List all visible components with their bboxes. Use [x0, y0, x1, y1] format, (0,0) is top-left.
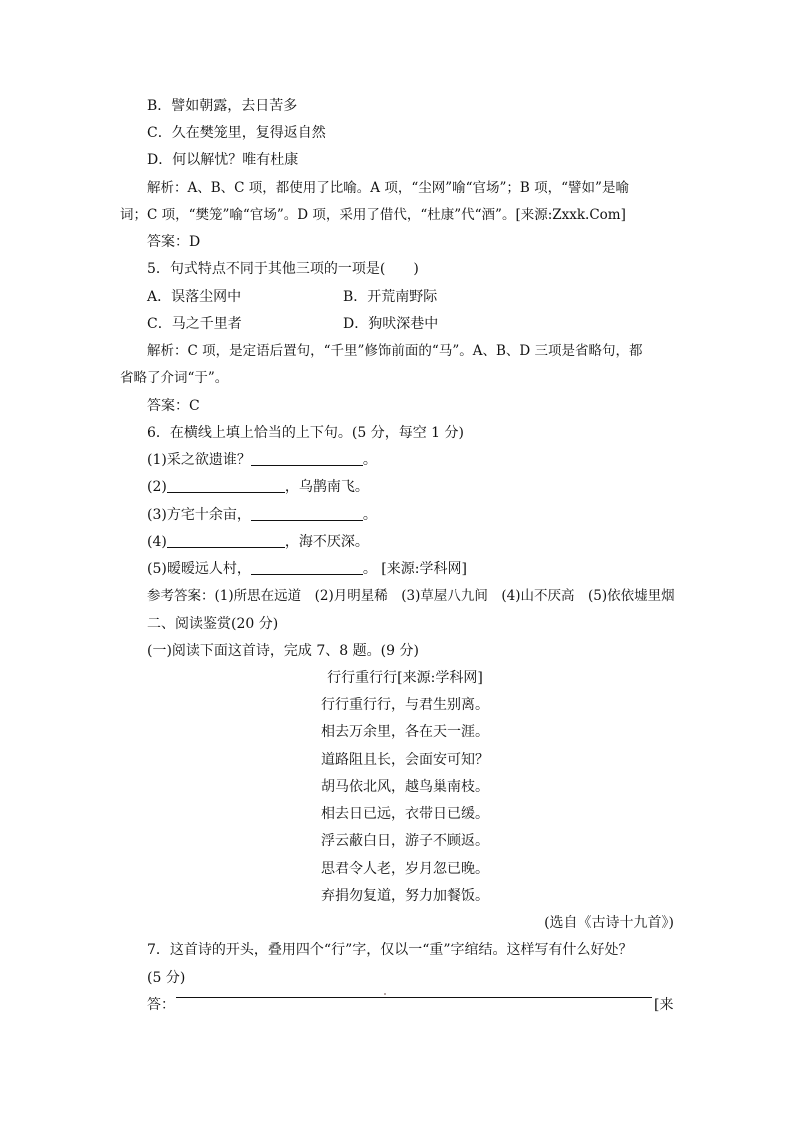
question-6-reference-answer: 参考答案：(1)所思在远道 (2)月明星稀 (3)草屋八九间 (4)山不厌高 (5)依依墟里烟 — [147, 588, 675, 604]
question-7-score: (5 分) — [147, 970, 186, 986]
question-6-item-4-text: (4) — [147, 534, 167, 550]
analysis-4-line1: 解析：A、B、C 项，都使用了比喻。A 项，“尘网”喻“官场”；B 项，“譬如”是喻 — [147, 180, 629, 196]
option-b-previous: B．譬如朝露，去日苦多 — [147, 98, 298, 114]
question-7-answer-line[interactable] — [176, 997, 652, 998]
fill-blank[interactable] — [251, 506, 363, 521]
question-6-item-3-text: (3)方宅十余亩， — [147, 507, 251, 523]
question-6-item-3 — [147, 506, 377, 524]
poem-line: 胡马依北风，越鸟巢南枝。 — [321, 779, 489, 795]
question-5-option-b: B．开荒南野际 — [343, 289, 438, 305]
poem-source: (选自《古诗十九首》) — [544, 915, 674, 931]
poem-line: 弃捐勿复道，努力加餐饭。 — [321, 888, 489, 904]
question-5-option-a: A．误落尘网中 — [147, 289, 242, 305]
poem-line: 浮云蔽白日，游子不顾返。 — [321, 833, 489, 849]
question-6-item-5 — [147, 560, 467, 578]
poem-line: 行行重行行，与君生别离。 — [321, 697, 489, 713]
question-5-option-c: C．马之千里者 — [147, 316, 242, 332]
analysis-4-line2: 词；C 项，“樊笼”喻“官场”。D 项，采用了借代，“杜康”代“酒”。[来源:Zxxk.Com] — [120, 207, 626, 223]
fill-blank[interactable] — [167, 533, 285, 548]
question-6-item-1-end: 。 — [362, 452, 377, 468]
question-6-title: 6．在横线上填上恰当的上下句。(5 分，每空 1 分) — [147, 425, 464, 441]
question-6-item-2 — [147, 478, 369, 496]
question-6-item-5-end: 。 [来源:学科网] — [362, 561, 467, 577]
poem-line: 道路阻且长，会面安可知？ — [321, 752, 489, 768]
question-6-item-1-text: (1)采之欲遗谁？ — [147, 452, 251, 468]
question-5-option-d: D．狗吠深巷中 — [343, 316, 439, 332]
question-6-item-5-text: (5)暧暧远人村， — [147, 561, 251, 577]
poem-line: 相去万余里，各在天一涯。 — [321, 724, 489, 740]
question-7-title: 7．这首诗的开头，叠用四个“行”字，仅以一“重”字绾结。这样写有什么好处？ — [147, 942, 633, 958]
fill-blank[interactable] — [251, 451, 363, 466]
option-c-previous: C．久在樊笼里，复得返自然 — [147, 125, 326, 141]
option-d-previous: D．何以解忧？唯有杜康 — [147, 152, 299, 168]
section-2-heading: 二、阅读鉴赏(20 分) — [147, 616, 279, 632]
answer-5: 答案：C — [147, 398, 200, 414]
question-7-answer-label: 答： — [147, 997, 175, 1013]
stray-dot — [384, 993, 386, 995]
analysis-5-line2: 省略了介词“于”。 — [120, 370, 229, 386]
question-6-item-2-text: (2) — [147, 479, 167, 495]
poem-line: 思君令人老，岁月忽已晚。 — [321, 861, 489, 877]
question-6-item-2-end: ，乌鹊南飞。 — [284, 479, 369, 495]
question-5-title: 5．句式特点不同于其他三项的一项是( ) — [147, 261, 419, 277]
question-6-item-4 — [147, 533, 369, 551]
question-6-item-1 — [147, 451, 377, 469]
fill-blank[interactable] — [167, 478, 285, 493]
question-6-item-3-end: 。 — [362, 507, 377, 523]
section-2-subheading: (一)阅读下面这首诗，完成 7、8 题。(9 分) — [147, 643, 419, 659]
answer-4: 答案：D — [147, 234, 201, 250]
question-7-tail: [来 — [654, 997, 674, 1013]
question-6-item-4-end: ，海不厌深。 — [284, 534, 369, 550]
analysis-5-line1: 解析：C 项，是定语后置句，“千里”修饰前面的“马”。A、B、D 三项是省略句，都 — [147, 343, 643, 359]
poem-title: 行行重行行[来源:学科网] — [327, 670, 483, 686]
fill-blank[interactable] — [251, 560, 363, 575]
poem-line: 相去日已远，衣带日已缓。 — [321, 806, 489, 822]
